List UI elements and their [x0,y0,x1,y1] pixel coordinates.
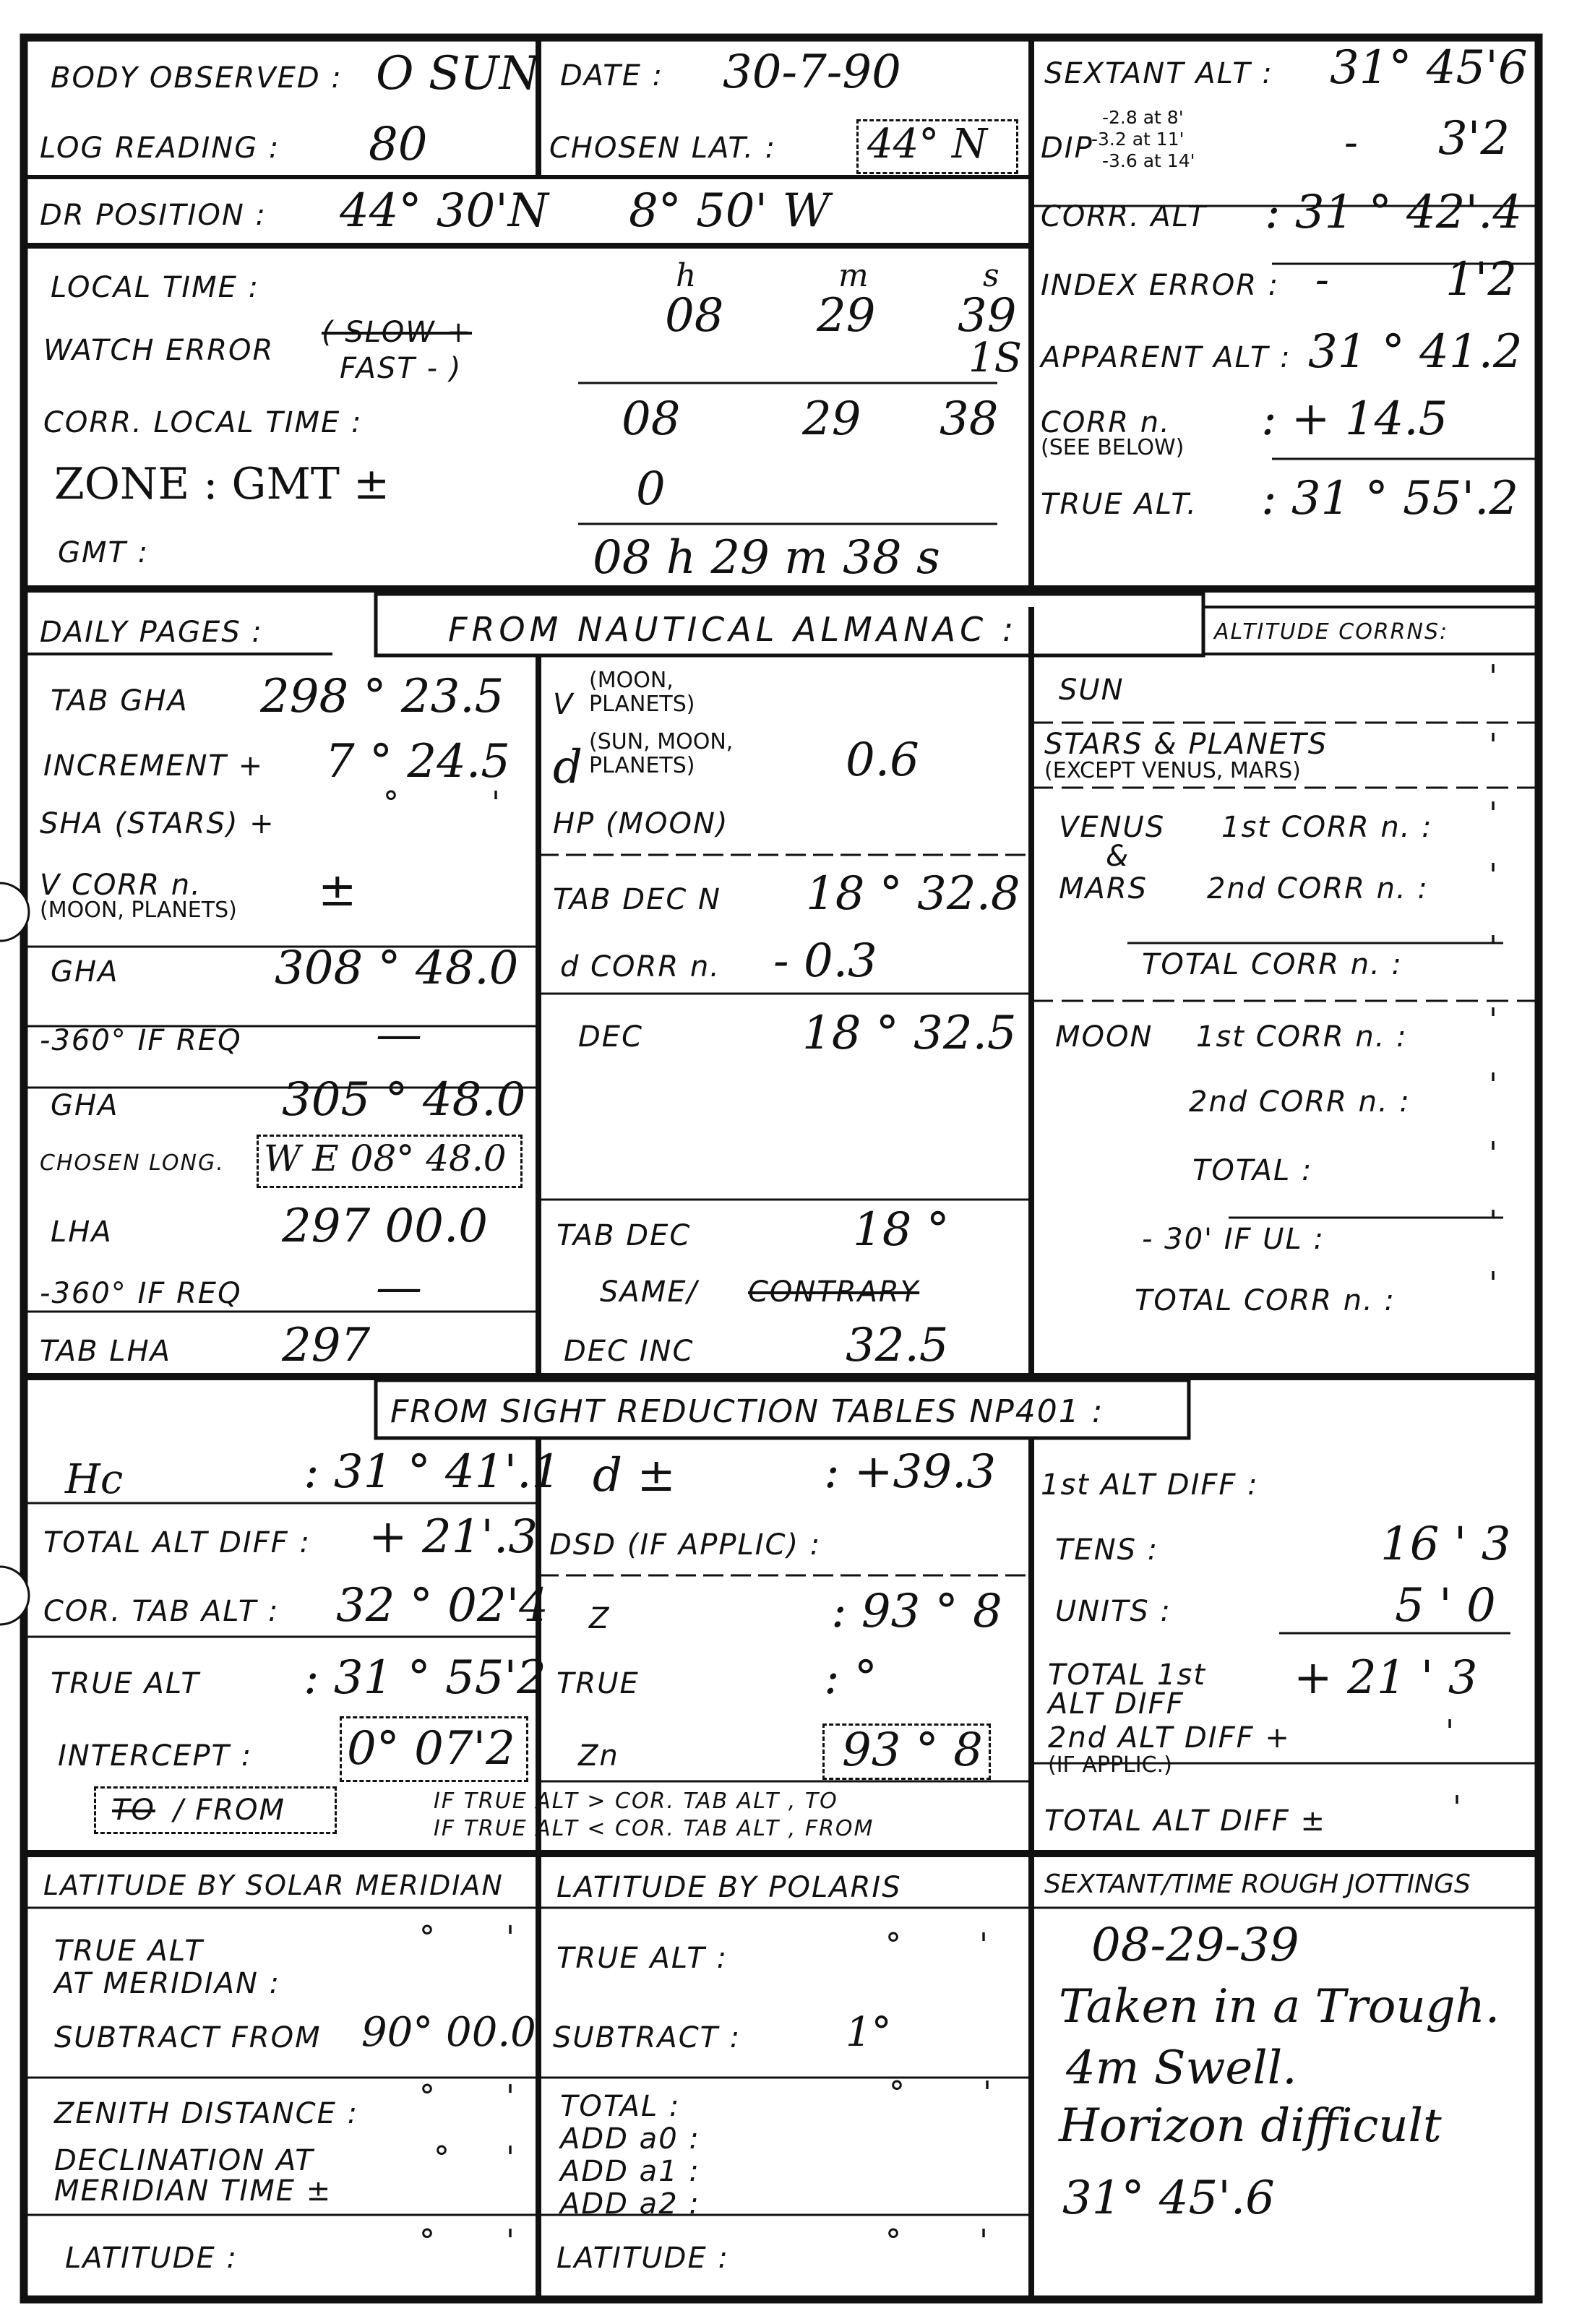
dip-note-14: -3.6 at 14' [1102,150,1195,171]
chosen-lat-label: CHOSEN LAT. : [549,132,777,165]
v-corr-label: V CORR n. [40,869,202,902]
tab-gha-value: 298 ° 23.5 [260,670,504,723]
hp-moon-label: HP (MOON) [553,807,729,840]
mars-corr-minute-mark: ' [1489,857,1498,894]
zenith-min-mark: ' [506,2078,515,2115]
log-reading-label: LOG READING : [40,132,280,165]
almanac-header: FROM NAUTICAL ALMANAC : [448,610,1018,649]
dr-lat-value: 44° 30'N [340,184,549,238]
tab-lha-value: 297 [282,1319,371,1372]
jotting-line-3: 4m Swell. [1066,2041,1297,2095]
seconds-unit: s [983,257,1000,294]
true-alt-value: : 31 ° 55'.2 [1261,472,1519,525]
true-alt-reduction-label: TRUE ALT [51,1667,200,1700]
zenith-deg-mark: ° [419,2078,435,2115]
gha-label: GHA [51,955,119,989]
jotting-line-2: Taken in a Trough. [1059,1980,1500,2033]
add-a0-label: ADD a0 : [560,2122,700,2156]
corrn-value: : + 14.5 [1261,392,1448,446]
apparent-alt-value: 31 ° 41.2 [1308,325,1523,379]
v-corr-sign: ± [318,864,357,917]
dsd-label: DSD (IF APPLIC) : [549,1528,822,1562]
total-corr-minute-mark: ' [1489,929,1498,966]
moon-second-minute-mark: ' [1489,1067,1498,1103]
apparent-alt-label: APPARENT ALT : [1041,341,1291,374]
polaris-total-min-mark: ' [983,2075,992,2112]
sun-corr-minute-mark: ' [1489,658,1498,695]
true-reduction-label: TRUE [556,1667,640,1700]
intercept-value: 0° 07'2 [347,1722,515,1776]
v-sub-label: (MOON, PLANETS) [589,668,695,717]
second-diff-minute-mark: ' [1445,1713,1455,1750]
moon-label: MOON [1055,1020,1153,1054]
tab-dec-2-label: TAB DEC [556,1219,692,1252]
meridian-lat-min-mark: ' [506,2223,515,2260]
meridian-true-alt-label: TRUE ALT [54,1934,204,1968]
total-first-diff-value: + 21 ' 3 [1294,1651,1478,1705]
polaris-subtract-label: SUBTRACT : [553,2021,741,2054]
moon-total-corr-minute-mark: ' [1489,1265,1498,1302]
stars-planets-sub-label: (EXCEPT VENUS, MARS) [1044,758,1301,783]
cor-tab-alt-value: 32 ° 02'4 [336,1579,549,1632]
d-reduction-label: d ± [593,1449,676,1502]
second-alt-diff-label: 2nd ALT DIFF + [1048,1721,1291,1755]
d-reduction-value: : +39.3 [824,1445,997,1499]
v-corr-sub-label: (MOON, PLANETS) [40,898,237,923]
sha-degree-mark: ° [383,785,399,822]
altitude-corrections-header: ALTITUDE CORRNS: [1214,619,1449,645]
daily-pages-label: DAILY PAGES : [40,616,263,649]
jotting-line-4: Horizon difficult [1059,2099,1442,2153]
z-value: : 93 ° 8 [831,1585,1002,1638]
minutes-unit: m [838,257,869,294]
dip-note-11: -3.2 at 11' [1091,129,1185,150]
minus-360-value: — [376,1008,422,1062]
stars-corr-minute-mark: ' [1489,727,1498,764]
moon-second-corr-label: 2nd CORR n. : [1189,1085,1411,1119]
moon-first-corr-label: 1st CORR n. : [1196,1020,1408,1054]
moon-total-corr-label: TOTAL CORR n. : [1135,1284,1396,1317]
polaris-lat-min-mark: ' [979,2223,989,2260]
v-label: V [553,688,575,721]
first-alt-diff-label: 1st ALT DIFF : [1041,1468,1259,1502]
hours-unit: h [676,257,697,294]
mars-label: MARS [1059,872,1148,905]
moon-total-label: TOTAL : [1192,1154,1313,1187]
local-time-seconds: 39 [958,289,1017,343]
true-alt-label: TRUE ALT. [1041,488,1198,521]
cor-tab-alt-label: COR. TAB ALT : [43,1595,280,1628]
gha-2-label: GHA [51,1089,119,1122]
d-corr-label: d CORR n. [560,950,721,984]
jotting-line-5: 31° 45'.6 [1062,2172,1275,2225]
corrn-sub-label: (SEE BELOW) [1041,435,1185,460]
meridian-true-alt-sub-label: AT MERIDIAN : [54,1967,281,2000]
dip-value: 3'2 [1438,112,1510,165]
corr-alt-label: CORR. ALT [1041,200,1207,233]
tab-gha-label: TAB GHA [51,684,189,718]
index-error-label: INDEX ERROR : [1041,269,1280,302]
reduction-header: FROM SIGHT REDUCTION TABLES NP401 : [390,1393,1104,1430]
sun-corr-label: SUN [1059,673,1125,707]
contrary-label: CONTRARY [748,1275,920,1309]
watch-error-label: WATCH ERROR [43,334,275,367]
date-label: DATE : [560,59,664,92]
subtract-from-label: SUBTRACT FROM [54,2021,322,2054]
tens-value: 16 ' 3 [1380,1518,1511,1571]
local-time-minutes: 29 [817,289,876,343]
units-label: UNITS : [1055,1595,1172,1628]
log-reading-value: 80 [369,118,428,171]
sha-label: SHA (STARS) + [40,807,275,840]
true-alt-reduction-value: : 31 ° 55'2 [304,1651,546,1705]
dr-position-label: DR POSITION : [40,199,267,232]
moon-first-minute-mark: ' [1489,1002,1498,1038]
meridian-true-min-mark: ' [506,1919,515,1956]
polaris-true-deg-mark: ° [885,1927,901,1963]
polaris-total-label: TOTAL : [560,2090,681,2123]
gmt-label: GMT : [58,536,150,569]
units-value: 5 ' 0 [1395,1579,1496,1632]
venus-corr-minute-mark: ' [1489,796,1498,832]
venus-first-corr-label: 1st CORR n. : [1221,811,1433,844]
dip-label: DIP [1041,132,1093,165]
zn-label: Zn [578,1739,619,1773]
corr-local-seconds: 38 [940,392,999,446]
add-a2-label: ADD a2 : [560,2187,700,2221]
gha-value: 308 ° 48.0 [275,942,519,995]
polaris-total-deg-mark: ° [889,2075,905,2112]
polaris-true-alt-label: TRUE ALT : [556,1942,728,1975]
gmt-value: 08 h 29 m 38 s [593,531,940,585]
increment-value: 7 ° 24.5 [325,735,510,788]
polaris-lat-deg-mark: ° [885,2223,901,2260]
zone-value: 0 [636,462,666,516]
hc-label: Hc [65,1456,124,1503]
total-first-diff-sub-label: ALT DIFF [1048,1687,1185,1721]
polaris-true-min-mark: ' [979,1927,989,1963]
minus-360-b-value: — [376,1261,422,1314]
total-diff-minute-mark: ' [1453,1789,1462,1826]
dec-label: DEC [578,1020,644,1054]
polaris-subtract-value: 1° [846,2009,892,2056]
chosen-lat-value: 44° N [867,121,988,168]
total-alt-diff-sum-label: TOTAL ALT DIFF ± [1044,1804,1326,1838]
from-rule: IF TRUE ALT < COR. TAB ALT , FROM [434,1816,874,1841]
venus-label: VENUS [1059,811,1166,844]
total-corr-label: TOTAL CORR n. : [1142,948,1403,981]
subtract-from-value: 90° 00.0 [361,2009,536,2056]
corr-alt-value: : 31 ° 42'.4 [1265,186,1523,239]
total-alt-diff-value: + 21'.3 [369,1510,538,1564]
total-alt-diff-label: TOTAL ALT DIFF : [43,1526,311,1559]
z-label: Z [589,1602,611,1635]
ul-minute-mark: ' [1489,1204,1498,1241]
minus-30-ul-label: - 30' IF UL : [1142,1223,1325,1256]
d-sub-label: (SUN, MOON, PLANETS) [589,729,734,778]
tab-dec-2-value: 18 ° [853,1203,950,1257]
tens-label: TENS : [1055,1533,1159,1567]
declination-min-mark: ' [506,2140,515,2177]
lha-value: 297 00.0 [282,1200,488,1253]
tab-lha-label: TAB LHA [40,1335,172,1368]
sha-minute-mark: ' [491,785,501,822]
dip-note-8: -2.8 at 8' [1102,107,1184,128]
local-time-hours: 08 [665,289,724,343]
tab-dec-label: TAB DEC N [553,883,721,916]
index-error-sign: - [1315,257,1329,304]
zn-value: 93 ° 8 [842,1723,983,1777]
corrn-label: CORR n. [1041,406,1171,439]
declination-label: DECLINATION AT [54,2144,314,2177]
tab-dec-value: 18 ° 32.8 [806,867,1020,921]
true-reduction-value: : ° [824,1651,877,1705]
minus-360-b-label: -360° IF REQ [40,1277,242,1310]
dr-long-value: 8° 50' W [629,184,830,238]
zone-label: ZONE : GMT ± [54,459,390,509]
body-observed-label: BODY OBSERVED : [51,61,343,95]
total-first-diff-label: TOTAL 1st [1048,1658,1207,1692]
index-error-value: 1'2 [1445,253,1518,306]
chosen-long-value: W E 08° 48.0 [264,1137,507,1179]
gha-2-value: 305 ° 48.0 [282,1073,526,1127]
meridian-latitude-label: LATITUDE : [65,2242,238,2275]
stars-planets-label: STARS & PLANETS [1044,728,1328,761]
lha-label: LHA [51,1215,113,1249]
sextant-alt-value: 31° 45'6 [1330,41,1528,95]
declination-deg-mark: ° [434,2140,450,2177]
corr-local-time-label: CORR. LOCAL TIME : [43,406,363,439]
mars-second-corr-label: 2nd CORR n. : [1207,872,1429,905]
zenith-distance-label: ZENITH DISTANCE : [54,2097,359,2130]
to-label: TO [112,1794,155,1827]
polaris-header: LATITUDE BY POLARIS [556,1871,902,1904]
local-time-label: LOCAL TIME : [51,271,260,304]
add-a1-label: ADD a1 : [560,2155,700,2188]
minus-360-label: -360° IF REQ [40,1024,242,1057]
meridian-true-deg-mark: ° [419,1919,435,1956]
hc-value: : 31 ° 41'.1 [304,1445,562,1499]
from-label: / FROM [173,1794,285,1827]
to-rule: IF TRUE ALT > COR. TAB ALT , TO [434,1789,838,1814]
solar-meridian-header: LATITUDE BY SOLAR MERIDIAN [43,1869,504,1901]
dec-inc-label: DEC INC [564,1335,695,1368]
d-corr-value: - 0.3 [773,934,877,988]
body-observed-value: O SUN [376,47,540,100]
dec-inc-value: 32.5 [846,1319,949,1372]
meridian-lat-deg-mark: ° [419,2223,435,2260]
polaris-latitude-label: LATITUDE : [556,2242,729,2275]
d-value: 0.6 [846,733,919,787]
intercept-label: INTERCEPT : [58,1739,253,1773]
jotting-line-1: 08-29-39 [1091,1919,1299,1972]
second-alt-diff-sub-label: (IF APPLIC.) [1048,1752,1172,1778]
moon-total-minute-mark: ' [1489,1135,1498,1172]
same-label: SAME/ [600,1275,699,1309]
sextant-alt-label: SEXTANT ALT : [1044,57,1273,90]
chosen-long-label: CHOSEN LONG. [40,1150,225,1176]
watch-error-value: 1S [968,335,1022,382]
date-value: 30-7-90 [723,46,901,99]
d-label: d [553,741,582,794]
slow-label: ( SLOW + [322,316,473,349]
dec-value: 18 ° 32.5 [802,1007,1017,1060]
declination-sub-label: MERIDIAN TIME ± [54,2174,332,2208]
ampersand-label: & [1106,840,1130,873]
jottings-header: SEXTANT/TIME ROUGH JOTTINGS [1044,1869,1471,1899]
increment-label: INCREMENT + [43,749,265,783]
fast-label: FAST - ) [340,352,463,385]
corr-local-hours: 08 [622,392,681,446]
corr-local-minutes: 29 [802,392,861,446]
dip-sign: - [1344,119,1358,166]
